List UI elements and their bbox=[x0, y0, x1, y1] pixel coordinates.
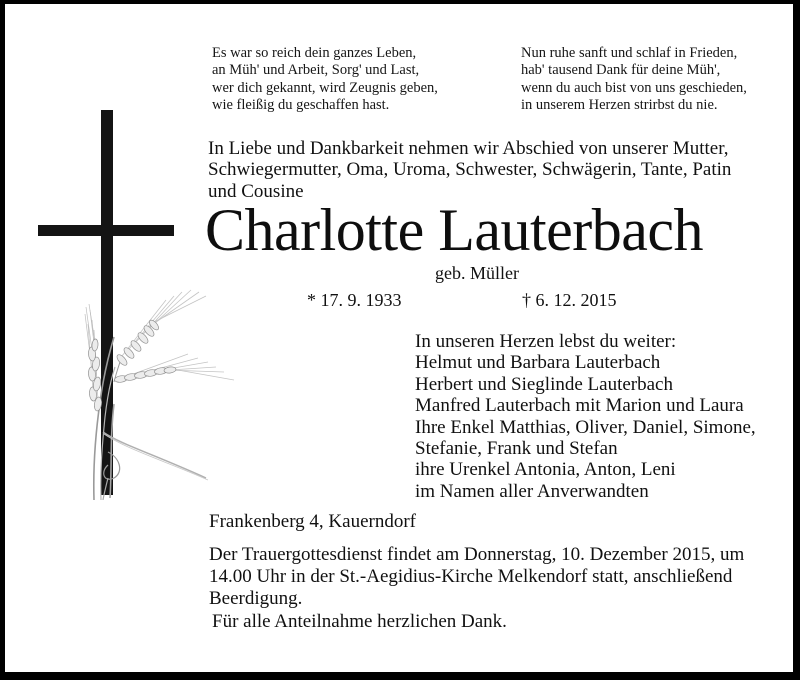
verse-line: wie fleißig du geschaffen hast. bbox=[212, 97, 390, 114]
death-date: † 6. 12. 2015 bbox=[522, 290, 617, 310]
address-line: Frankenberg 4, Kauerndorf bbox=[209, 511, 416, 532]
thanks-line: Für alle Anteilnahme herzlichen Dank. bbox=[212, 611, 507, 632]
birth-date: * 17. 9. 1933 bbox=[307, 290, 402, 310]
intro-line: Schwiegermutter, Oma, Uroma, Schwester, Schwägerin, Tante, Patin bbox=[208, 159, 732, 181]
service-info bbox=[209, 544, 744, 610]
verse-left bbox=[212, 45, 438, 115]
family-line: Stefanie, Frank und Stefan bbox=[415, 438, 618, 460]
service-line: 14.00 Uhr in der St.-Aegidius-Kirche Melkendorf statt, anschließend bbox=[209, 566, 733, 587]
family-line: ihre Urenkel Antonia, Anton, Leni bbox=[415, 459, 676, 481]
verse-right bbox=[521, 45, 747, 115]
intro-line: und Cousine bbox=[208, 180, 304, 202]
family-line: Herbert und Sieglinde Lauterbach bbox=[415, 373, 673, 395]
deceased-name: Charlotte Lauterbach bbox=[204, 197, 704, 263]
service-line: Der Trauergottesdienst findet am Donnerstag, 10. Dezember 2015, um bbox=[209, 544, 745, 565]
family-line: im Namen aller Anverwandten bbox=[415, 480, 649, 502]
wheat-icon bbox=[58, 282, 240, 500]
family-line: Ihre Enkel Matthias, Oliver, Daniel, Simone, bbox=[415, 416, 756, 438]
verse-line: wer dich gekannt, wird Zeugnis geben, bbox=[212, 79, 438, 96]
verse-line: in unserem Herzen strirbst du nie. bbox=[521, 97, 718, 114]
maiden-name: geb. Müller bbox=[435, 263, 519, 283]
service-line: Beerdigung. bbox=[209, 588, 303, 609]
family-list bbox=[415, 331, 756, 502]
intro-text bbox=[208, 138, 731, 202]
verse-line: hab' tausend Dank für deine Müh', bbox=[521, 62, 721, 79]
verse-line: Es war so reich dein ganzes Leben, bbox=[212, 45, 417, 61]
verse-line: an Müh' und Arbeit, Sorg' und Last, bbox=[212, 62, 420, 79]
verse-line: wenn du auch bist von uns geschieden, bbox=[521, 79, 747, 96]
family-line: Helmut und Barbara Lauterbach bbox=[415, 352, 661, 374]
intro-line: In Liebe und Dankbarkeit nehmen wir Abschied von unserer Mutter, bbox=[208, 138, 729, 159]
cross-horizontal-bar bbox=[38, 225, 174, 236]
verse-line: Nun ruhe sanft und schlaf in Frieden, bbox=[521, 45, 738, 61]
family-line: Manfred Lauterbach mit Marion und Laura bbox=[415, 395, 744, 417]
family-line: In unseren Herzen lebst du weiter: bbox=[415, 331, 677, 352]
